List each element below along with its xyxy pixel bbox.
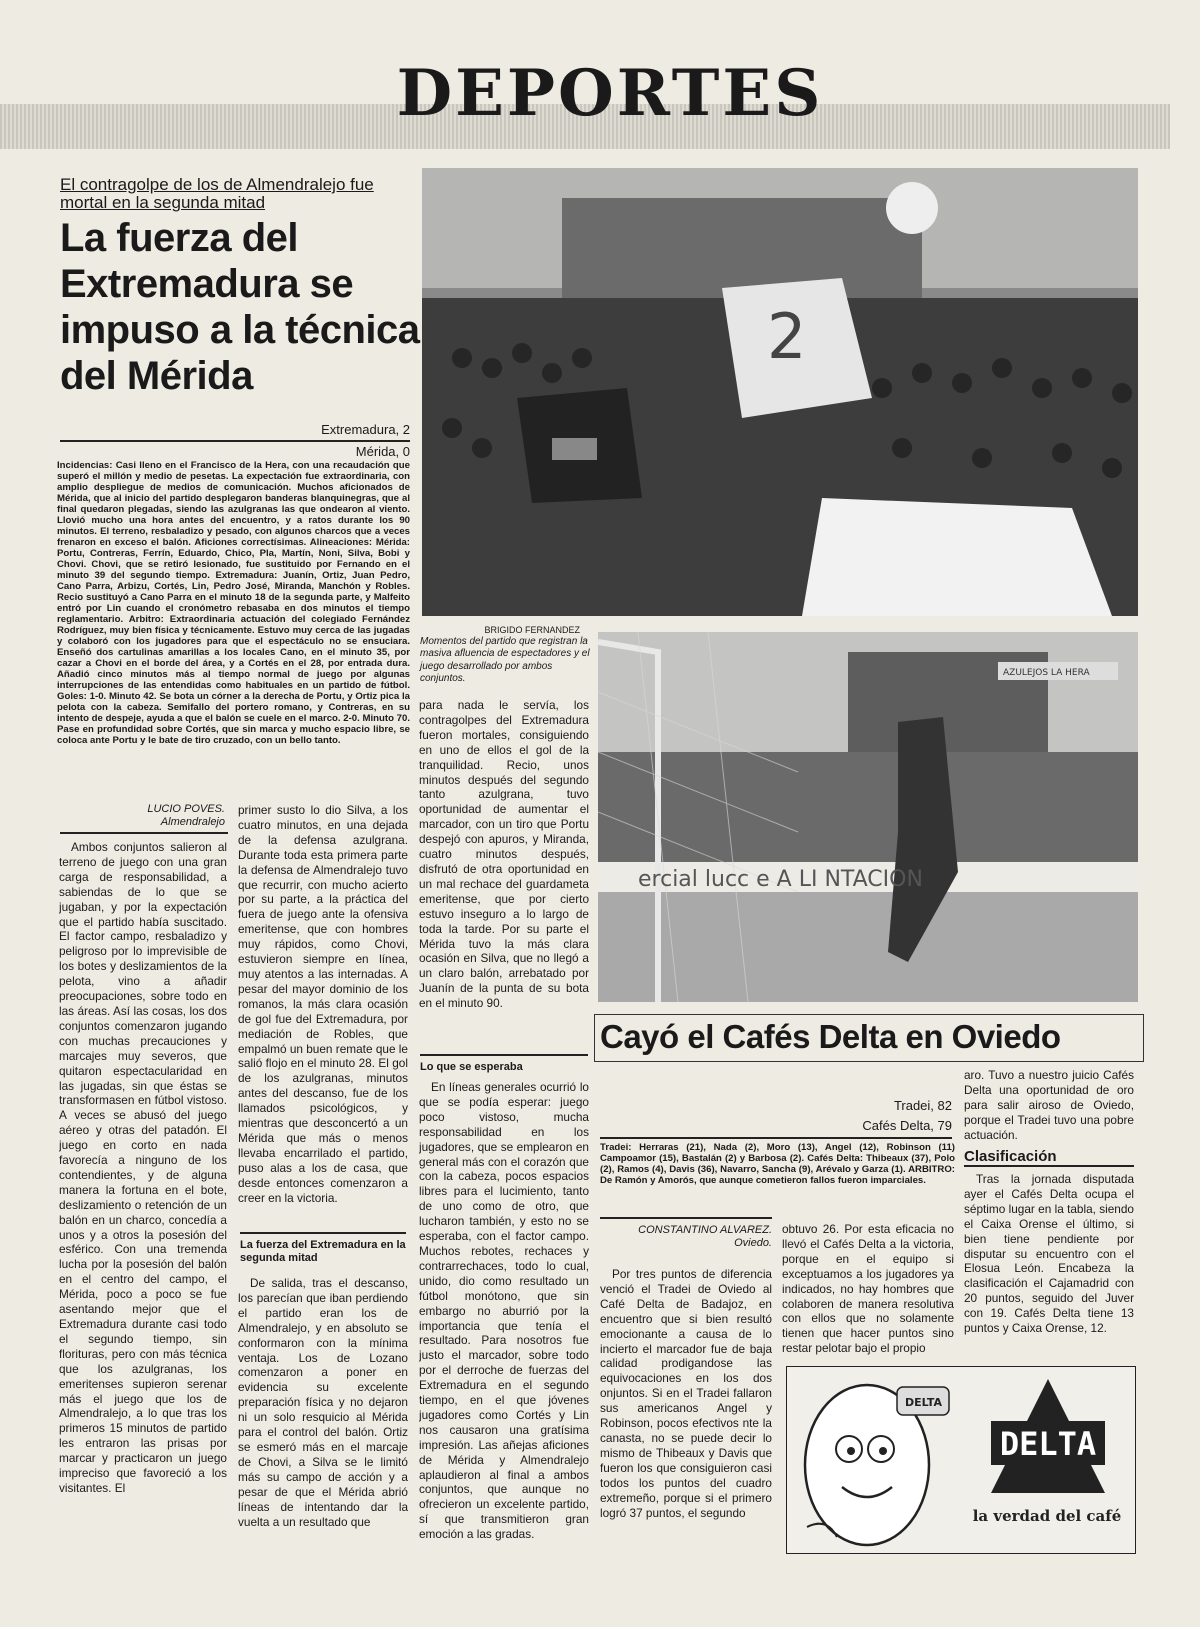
subhead-expected: Lo que se esperaba <box>420 1054 588 1074</box>
byline-place: Almendralejo <box>160 816 225 828</box>
ball-icon <box>886 182 938 234</box>
banner-text: AZULEJOS LA HERA <box>1003 668 1090 678</box>
photo-caption: Momentos del partido que registran la masiva afluencia de espectadores y el juego desarrollado por ambos conjuntos. <box>420 636 590 685</box>
main-col-2: primer susto lo dio Silva, a los cuatro minutos, en una dejada de la defensa azulgrana. Durante toda esta primera parte la defensa de Almendralejo tuvo que recurrir, con mucho acierto por su parte, a la práctica del fuera de juego ante la ofensiva emeritense, que con hombres muy rápidos, como Chovi, estuvieron siempre en línea, muy atentos a las internadas. A pesar del mayor dominio de los romanos, la más clara ocasión de gol fue del Extremadura, por mediación de Robles, que empalmó un buen remate que le salió flojo en el minuto 28. El gol de los azulgranas, minutos antes del descanso, fue de los llamados psicológicos, y mientras que desconcertó a un Mérida que más o menos llevaba encarrilado el partido, puso alas a los de casa, que desde entonces comenzaron a creer en la victoria. <box>238 803 408 1205</box>
delta-ad-art <box>787 1367 1135 1553</box>
main-col-3: para nada le servía, los contragolpes del Extremadura fueron mortales, consiguiendo en uno de ellos el gol de la tranquilidad. Recio, unos minutos después del segundo tanto azulgrana, tuvo oportunidad de aumentar el marcador, con un tiro que Portu despejó con apuros, y Miranda, cuatro minutos después, disfrutó de otra oportunidad en un mal rechace del guardameta emeritense, que por cierto estuvo inseguro a lo largo de toda la tarde. Por su parte el Mérida tuvo la más clara ocasión en Silva, que no llegó a un claro balón, arrebatado por Juanín de la punta de su bota en el minuto 90. <box>419 698 589 1011</box>
basket-score-away: Cafés Delta, 79 <box>862 1118 952 1133</box>
main-col-1: Ambos conjuntos salieron al terreno de juego con una gran carga de responsabilidad, a sabiendas de lo que se jugaban, y por la expectación que el partido había suscitado. El factor campo, resbaladizo y peligroso por lo imprevisible de los botes y deslizamientos de la pelota, vino a añadir preocupaciones, sobre todo en las áreas. Así las cosas, los dos conjuntos comenzaron jugando con muchas precauciones y marcajes muy severos, que quitaron espectacularidad en las jugadas, sin que éstas se transformasen en fútbol vistoso. A veces se abusó del juego aéreo y otras del patadón. El juego en corto en nada favorecía a ninguno de los contendientes, y de alguna manera la fortuna en el bote, deslizamiento o retención de un balón en un charco, concedía a unos y a otros la posesión del esférico. Con una tremenda lucha por la posesión del balón en el centro del campo, el Mérida, poco a poco se fue asentando mejor que el Extremadura durante casi todo el segundo tiempo, sin florituras, pero con más técnica que los azulgranas, los emeritenses supieron serenar más el juego que los de Almendralejo, a lo que tras los primeros 15 minutos de partido les entraron las prisas por marcar y practicaron un juego impreciso que favoreció a los visitantes. El <box>59 840 227 1495</box>
goal-scene <box>598 632 1138 1002</box>
basket-byline-place: Oviedo. <box>734 1237 772 1249</box>
byline-rule <box>60 832 228 834</box>
delta-tagline: la verdad del café <box>972 1507 1122 1525</box>
basket-headline: Cayó el Cafés Delta en Oviedo <box>600 1018 1061 1055</box>
match-photo-header <box>422 168 1138 616</box>
section-title: DEPORTES <box>396 56 824 131</box>
basket-score-rule <box>600 1137 952 1139</box>
score-home: Extremadura, 2 <box>321 422 410 437</box>
match-photo-goal <box>598 632 1138 1002</box>
score-away: Mérida, 0 <box>355 444 410 459</box>
delta-ad <box>786 1366 1136 1554</box>
basket-score-home: Tradei, 82 <box>893 1098 952 1113</box>
byline-name: LUCIO POVES. <box>147 803 225 815</box>
basket-col-1: Por tres puntos de diferencia venció el Tradei de Oviedo al Café Delta de Badajoz, en encuentro que si bien resultó emocionante a causa de lo incierto el marcador fue de baja calidad prodigandose las equivocaciones en los dos onjuntos. Si en el Tradei fallaron sus americanos Angel y Robinson, pocos efectivos nte la canasta, no se puede decir lo mismo de Thibeaux y Davis que fueron los que consiguieron casi todos los puntos del cuadro extremeño, porque si el primero logró 37 puntos, el segundo <box>600 1267 772 1520</box>
photo-credit: BRIGIDO FERNANDEZ <box>484 625 580 635</box>
basket-col-2: obtuvo 26. Por esta eficacia no llevó el Cafés Delta a la victoria, porque en el equipo si exceptuamos a los jugadores ya indicados, no hay hombres que colaboren de manera resolutiva con ellos que no solamente tienen que hacer puntos sino restar pelotar bajo el propio <box>782 1222 954 1356</box>
shirt-number: 2 <box>767 300 807 373</box>
basket-lineups: Tradei: Herraras (21), Nada (2), Moro (13), Angel (12), Robinson (11) Campoamor (15), Bastalán (2) y Barbosa (2). Cafés Delta: Thibeaux (37), Polo (2), Ramos (4), Davis (36), Navarro, Sancha (9), Arévalo y Garza (1). ARBITRO: De Ramón y Amorós, que aunque cometieron fallos fueron imparciales. <box>600 1142 955 1186</box>
subhead-second-half: La fuerza del Extremadura en la segunda mitad <box>240 1232 406 1265</box>
match-summary: Incidencias: Casi lleno en el Francisco de la Hera, con una recaudación que superó el millón y medio de pesetas. La expectación fue extraordinaria, con amplio despliegue de medios de comunicación. Muchos aficionados de Mérida, que al inicio del partido desplegaron banderas blanquinegras, que al final quedaron plegadas, siendo las azulgranas las que ondearon al viento. Llovió mucho una hora antes del encuentro, y a ratos durante los 90 minutos. El terreno, resbaladizo y pesado, con algunos charcos que a veces frenaron en exceso el balón. Aficiones correctísimas. Alineaciones: Mérida: Portu, Contreras, Ferrín, Eduardo, Chico, Pla, Martín, Noni, Silva, Bobi y Chovi. Chovi, que se retiró lesionado, fue sustituido por Fernando en el minuto 39 del segundo tiempo. Extremadura: Juanín, Ortiz, Juan Pedro, Cano Parra, Arbizu, Cortés, Lin, Pedro José, Miranda, Manchón y Robles. Recio sustituyó a Cano Parra en el minuto 18 de la segunda parte, y Malfeito entró por Lin cuando el cronómetro rebasaba en dos minutos el tiempo reglamentario. Arbitro: Extraordinaria actuación del colegiado Fernández Rodríguez, muy bien física y técnicamente. Estuvo muy cerca de las jugadas y colaboró con los jugadores para que el espectáculo no se ensuciara. Enseñó dos cartulinas amarillas a los locales Cano, en el minuto 35, por cazar a Chovi en el borde del área, y a Cortés en el 28, por entrada dura. Añadió cinco minutos más al tiempo normal de juego por algunas interrupciones de las entendidas como habituales en un partido de fútbol. Goles: 1-0. Minuto 42. Se bota un córner a la derecha de Portu, y Ortiz pica la pelota con la cabeza. Semifallo del portero romano, y Contreras, en su intento de despeje, ayuda a que el balón se cuele en el marco. 2-0. Minuto 70. Pase en profundidad sobre Cortés, que sin marca y mucho espacio libre, se coloca ante Portu y le bate de tiro cruzado, con un bello tanto. <box>57 460 410 746</box>
delta-brand: DELTA <box>999 1425 1097 1463</box>
sign-text: ercial lucc e A LI NTACION <box>638 867 923 892</box>
basket-col-3: aro. Tuvo a nuestro juicio Cafés Delta una oportunidad de oro para salir airoso de Oviedo, porque el Tradei tuvo una pobre actuación. <box>964 1068 1134 1142</box>
basket-byline-rule <box>600 1217 772 1219</box>
story-kicker: El contragolpe de los de Almendralejo fue mortal en la segunda mitad <box>60 175 374 212</box>
byline <box>60 803 225 829</box>
bean-label: DELTA <box>905 1396 942 1409</box>
basket-byline <box>600 1224 772 1250</box>
score-rule <box>60 440 410 442</box>
basket-byline-name: CONSTANTINO ALVAREZ. <box>638 1224 772 1236</box>
classification-title: Clasificación <box>964 1148 1134 1167</box>
main-col-2b: De salida, tras el descanso, los parecían que iban perdiendo el partido eran los de Almendralejo, y en absoluto se conformaron con la mínima ventaja. Los de Lozano comenzaron a poner en evidencia su excelente preparación física y no dejaron ni un solo resquicio al Mérida para el control del balón. Ortiz se esmeró más en el marcaje de Chovi, a Silva se le limitó más su campo de acción y a pesar de que el Mérida abrió líneas de intentando dar la vuelta a un resultado que <box>238 1276 408 1529</box>
classification-text: Tras la jornada disputada ayer el Cafés Delta ocupa el séptimo lugar en la tabla, siendo el Caixa Orense el último, si bien tiene pendiente por disputar su encuentro con el Elosua León. Encabeza la clasificación el Cajamadrid con 20 puntos, seguido del Juver con 19. Cafés Delta tiene 13 puntos y Caixa Orense, 12. <box>964 1172 1134 1336</box>
main-col-3b: En líneas generales ocurrió lo que se podía esperar: juego poco vistoso, mucha responsabilidad en los jugadores, que se emplearon en general más con el corazón que con la cabeza, pocos espacios libres para el lucimiento, tanto de uno como de otro, que lucharon también, y esto no se esperaba, con el factor campo. Muchos rebotes, rechaces y contrarrechaces, todo lo cual, unido, dio como resultado un fútbol monótono, que sin embargo no aburrió por la importancia que tenía el resultado. Para nosotros fue justo el marcador, sobre todo por el derroche de fuerzas del Extremadura en el segundo tiempo, en el que jóvenes jugadores como Cortés y Lin nos causaron una gratísima impresión. Las añejas aficiones de Mérida y Almendralejo aplaudieron al final a ambos conjuntos, que aunque no ofrecieron un excelente partido, sí que transmitieron gran emoción a las gradas. <box>419 1080 589 1542</box>
story-headline: La fuerza del Extremadura se impuso a la técnica del Mérida <box>60 216 420 398</box>
header-scene <box>422 168 1138 616</box>
